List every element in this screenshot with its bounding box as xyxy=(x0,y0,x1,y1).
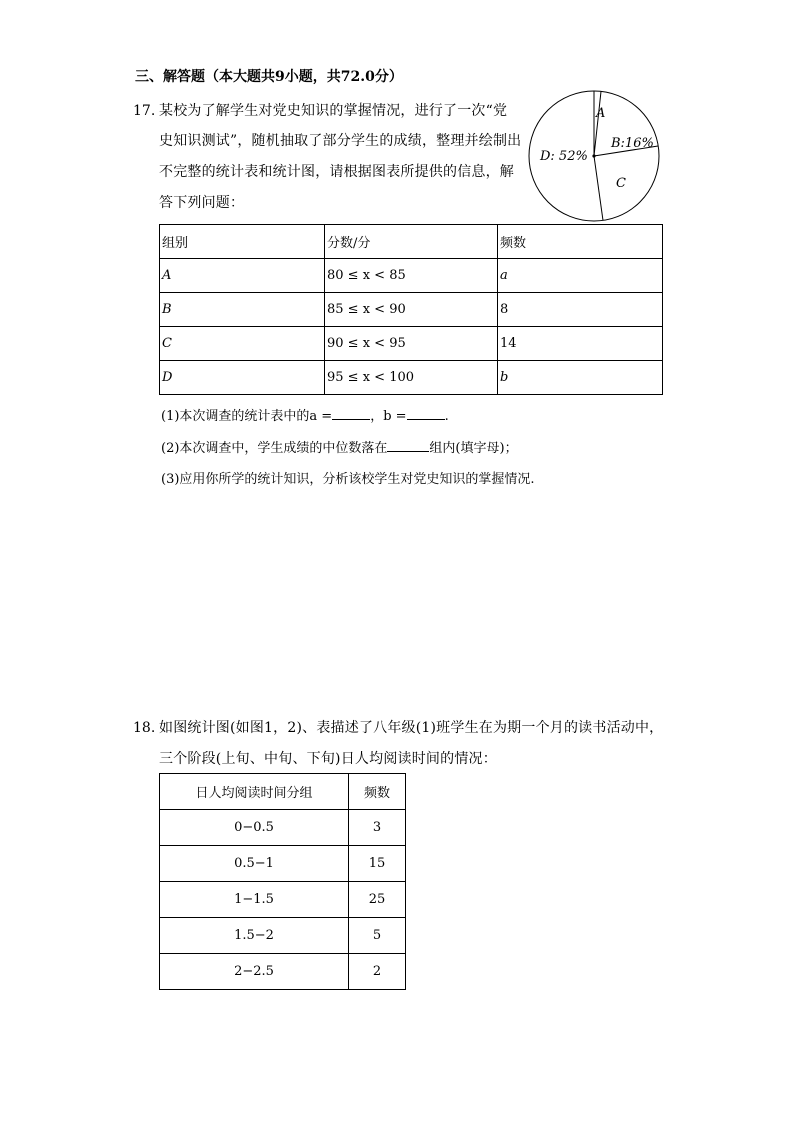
table-header-score: 分数/分 xyxy=(325,225,498,259)
subquestion-1-mid: ，b = xyxy=(370,409,407,424)
table-cell: C xyxy=(160,327,325,361)
question-18-number: 18. xyxy=(133,720,156,736)
table-header-group: 组别 xyxy=(160,225,325,259)
table-cell: 90 ≤ x < 95 xyxy=(325,327,498,361)
answer-blank-group[interactable] xyxy=(387,439,429,452)
reading-time-table xyxy=(159,773,406,990)
table-cell: A xyxy=(160,259,325,293)
question-17-number: 17. xyxy=(133,103,156,119)
table-row xyxy=(160,293,663,327)
table-row xyxy=(160,882,406,918)
table-row xyxy=(160,846,406,882)
table-row xyxy=(160,361,663,395)
table-row xyxy=(160,918,406,954)
answer-blank-a[interactable] xyxy=(332,407,370,420)
table-cell: 1−1.5 xyxy=(160,882,349,918)
table-cell: 5 xyxy=(349,918,406,954)
table-cell: 0.5−1 xyxy=(160,846,349,882)
subquestion-3: (3)应用你所学的统计知识，分析该校学生对党史知识的掌握情况. xyxy=(161,472,535,487)
table-cell: 1.5−2 xyxy=(160,918,349,954)
table-cell: 0−0.5 xyxy=(160,810,349,846)
table-cell: 15 xyxy=(349,846,406,882)
section-title: 三、解答题（本大题共9小题，共72.0分） xyxy=(135,69,403,85)
table-cell: 95 ≤ x < 100 xyxy=(325,361,498,395)
table-cell: 3 xyxy=(349,810,406,846)
table-cell: 2 xyxy=(349,954,406,990)
question-17-line-3: 不完整的统计表和统计图，请根据图表所提供的信息，解 xyxy=(159,164,514,180)
table-row xyxy=(160,259,663,293)
subquestion-1-end: . xyxy=(444,409,449,424)
table-row xyxy=(160,810,406,846)
table-cell: 85 ≤ x < 90 xyxy=(325,293,498,327)
score-frequency-table xyxy=(159,224,663,395)
pie-label-d: D: 52% xyxy=(540,149,588,164)
subquestion-1-text: (1)本次调查的统计表中的a = xyxy=(161,409,333,424)
subquestion-2-text: (2)本次调查中，学生成绩的中位数落在 xyxy=(161,441,388,456)
table-row xyxy=(160,954,406,990)
table-cell: a xyxy=(498,259,663,293)
pie-label-b: B:16% xyxy=(611,136,654,151)
table-cell: 8 xyxy=(498,293,663,327)
question-17-line-1: 某校为了解学生对党史知识的掌握情况，进行了一次“党 xyxy=(159,103,508,119)
question-18-line-2: 三个阶段(上旬、中旬、下旬)日人均阅读时间的情况： xyxy=(159,751,497,767)
table-cell: D xyxy=(160,361,325,395)
pie-label-c: C xyxy=(616,176,626,191)
table-header-frequency: 频数 xyxy=(349,774,406,810)
pie-center xyxy=(592,154,595,157)
answer-blank-b[interactable] xyxy=(407,407,445,420)
question-17-line-4: 答下列问题： xyxy=(159,195,245,211)
subquestion-2 xyxy=(161,437,518,456)
table-row xyxy=(160,327,663,361)
table-header-row xyxy=(160,225,663,259)
pie-chart xyxy=(526,88,662,224)
table-header-group: 日人均阅读时间分组 xyxy=(160,774,349,810)
table-cell: b xyxy=(498,361,663,395)
pie-label-a: A xyxy=(596,106,606,121)
table-cell: 80 ≤ x < 85 xyxy=(325,259,498,293)
subquestion-1 xyxy=(161,405,449,424)
table-cell: 2−2.5 xyxy=(160,954,349,990)
table-header-frequency: 频数 xyxy=(498,225,663,259)
table-cell: B xyxy=(160,293,325,327)
table-header-row xyxy=(160,774,406,810)
question-18-line-1: 如图统计图(如图1，2)、表描述了八年级(1)班学生在为期一个月的读书活动中， xyxy=(159,720,664,736)
subquestion-2-post: 组内(填字母)； xyxy=(429,441,518,456)
question-17-line-2: 史知识测试”，随机抽取了部分学生的成绩，整理并绘制出 xyxy=(159,133,522,149)
table-cell: 14 xyxy=(498,327,663,361)
table-cell: 25 xyxy=(349,882,406,918)
